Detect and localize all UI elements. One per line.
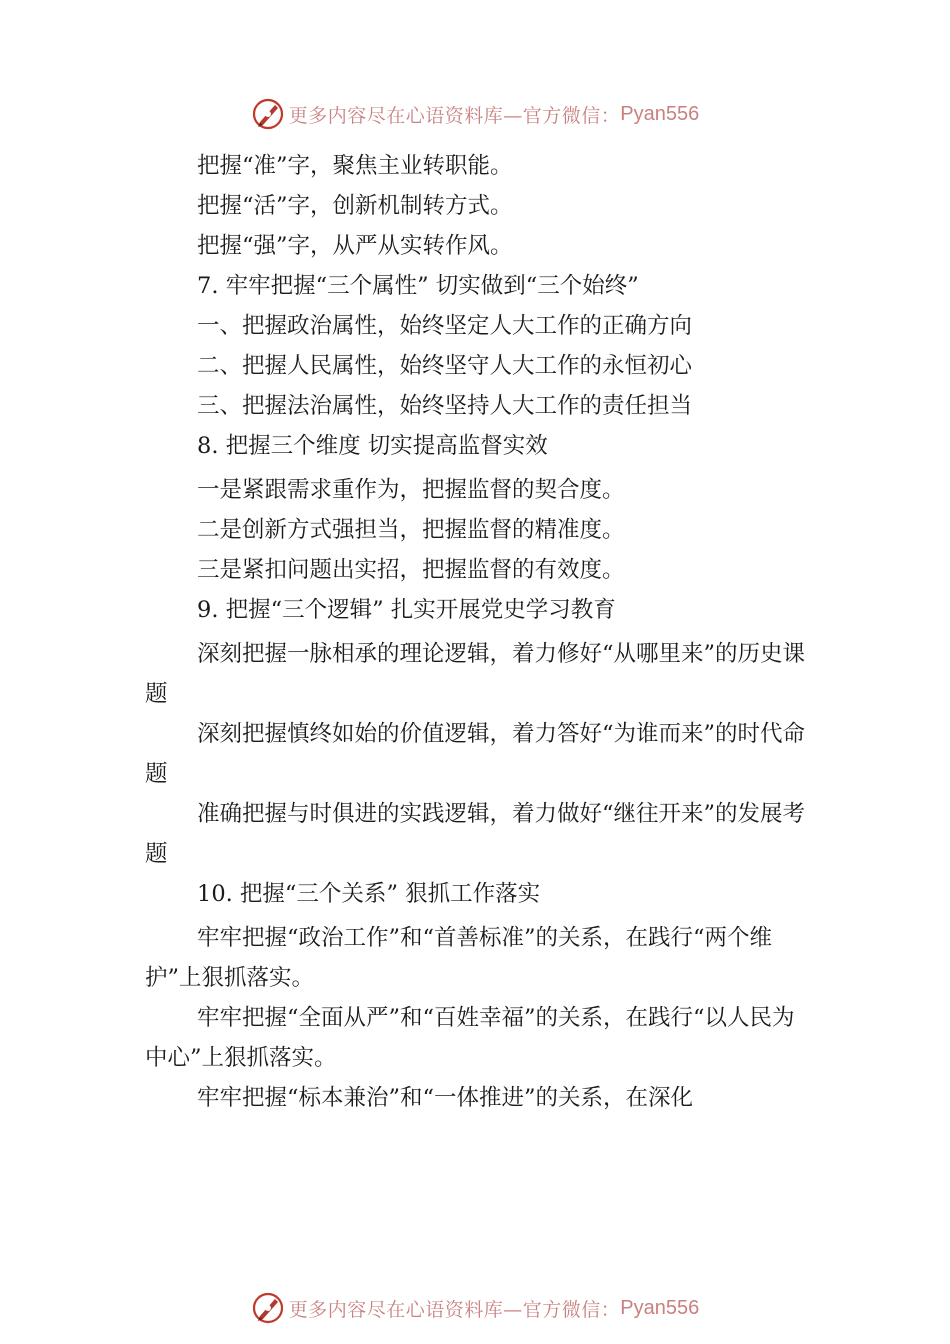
section-heading: 8. 把握三个维度 切实提高监督实效 (197, 433, 548, 459)
paragraph: 三是紧扣问题出实招，把握监督的有效度。 (197, 557, 625, 583)
paragraph: 把握“强”字，从严从实转作风。 (197, 233, 513, 259)
paragraph: 二是创新方式强担当，把握监督的精准度。 (197, 517, 625, 543)
banner-text: 更多内容尽在心语资料库—官方微信： (288, 1298, 621, 1321)
pen-logo-icon (251, 1291, 285, 1325)
paragraph: 把握“准”字，聚焦主业转职能。 (197, 153, 513, 179)
paragraph: 深刻把握慎终如始的价值逻辑，着力答好“为谁而来”的时代命题 (145, 721, 806, 787)
paragraph: 一是紧跟需求重作为，把握监督的契合度。 (197, 477, 625, 503)
banner-text: 更多内容尽在心语资料库—官方微信： (288, 104, 621, 127)
paragraph: 三、把握法治属性，始终坚持人大工作的责任担当 (197, 393, 693, 419)
banner-wechat-id: Pyan556 (620, 102, 700, 125)
header-watermark-banner (0, 94, 950, 134)
document-body (145, 146, 813, 1118)
section-heading: 10. 把握“三个关系” 狠抓工作落实 (197, 881, 541, 907)
paragraph: 牢牢把握“政治工作”和“首善标准”的关系，在践行“两个维护”上狠抓落实。 (145, 925, 773, 991)
paragraph: 准确把握与时俱进的实践逻辑，着力做好“继往开来”的发展考题 (145, 801, 806, 867)
banner-wechat-id: Pyan556 (620, 1296, 700, 1319)
paragraph: 深刻把握一脉相承的理论逻辑，着力修好“从哪里来”的历史课题 (145, 641, 806, 707)
paragraph: 把握“活”字，创新机制转方式。 (197, 193, 513, 219)
paragraph: 牢牢把握“标本兼治”和“一体推进”的关系，在深化 (197, 1085, 694, 1111)
footer-watermark-banner (0, 1288, 950, 1328)
paragraph: 牢牢把握“全面从严”和“百姓幸福”的关系，在践行“以人民为中心”上狠抓落实。 (145, 1005, 795, 1071)
paragraph: 一、把握政治属性，始终坚定人大工作的正确方向 (197, 313, 693, 339)
section-heading: 9. 把握“三个逻辑” 扎实开展党史学习教育 (197, 597, 616, 623)
pen-logo-icon (251, 97, 285, 131)
paragraph: 二、把握人民属性，始终坚守人大工作的永恒初心 (197, 353, 693, 379)
section-heading: 7. 牢牢把握“三个属性” 切实做到“三个始终” (197, 273, 639, 299)
